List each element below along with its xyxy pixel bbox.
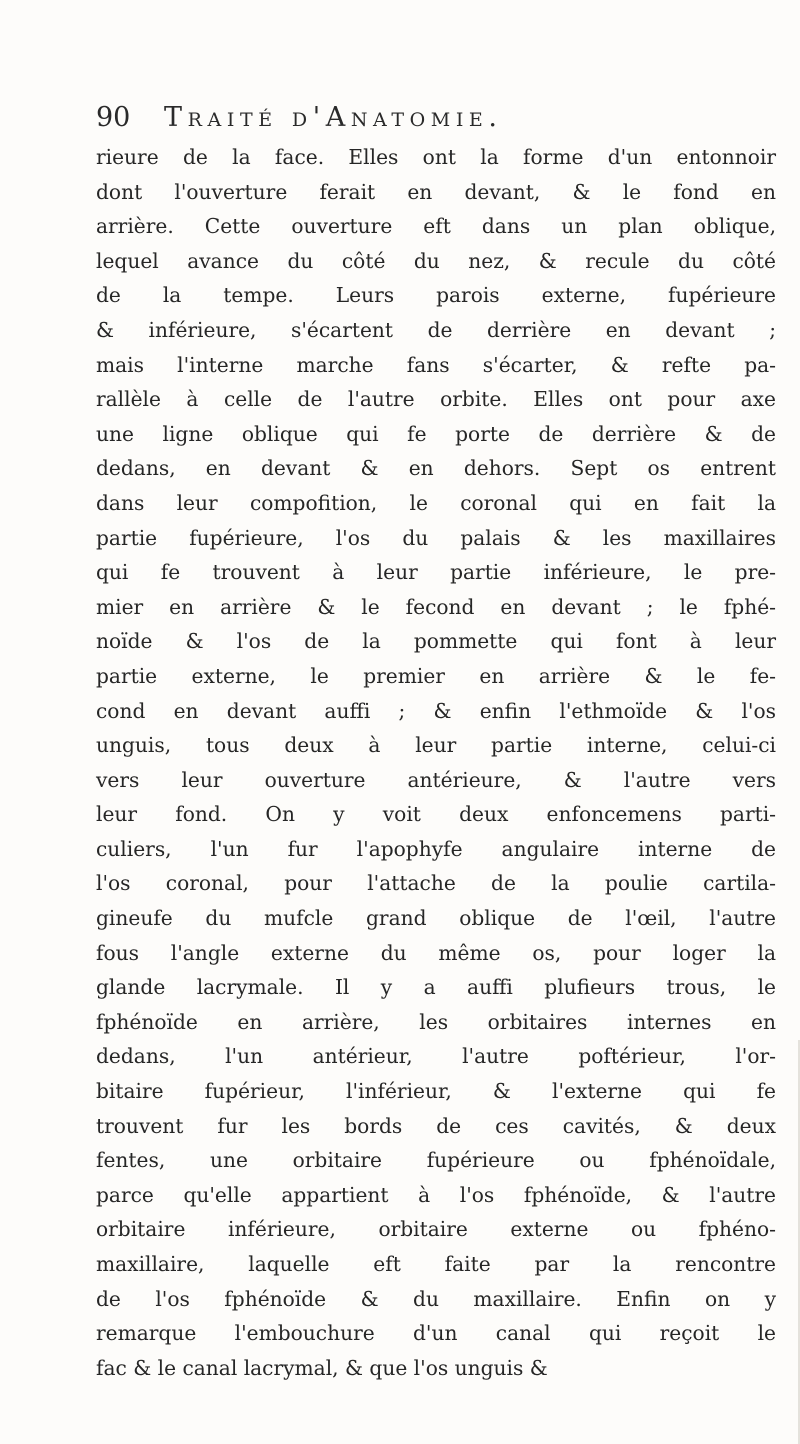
text-line: trouvent fur les bords de ces cavités, & deux — [96, 1113, 776, 1138]
text-line: dedans, en devant & en dehors. Sept os entrent — [96, 456, 776, 481]
text-line: de l'os fphénoïde & du maxillaire. Enfin on y — [96, 1286, 776, 1311]
text-line: cond en devant auffi ; & enfin l'ethmoïde & l'os — [96, 698, 776, 723]
text-line: mier en arrière & le fecond en devant ; le fphé- — [96, 594, 776, 619]
text-line: dont l'ouverture ferait en devant, & le fond en — [96, 179, 776, 204]
page-number: 90 — [96, 102, 131, 133]
text-line: fac & le canal lacrymal, & que l'os unguis & — [96, 1355, 548, 1380]
text-line: partie fupérieure, l'os du palais & les maxillaires — [96, 525, 776, 550]
text-line: de la tempe. Leurs parois externe, fupérieure — [96, 283, 776, 308]
body-text — [96, 140, 776, 1385]
text-line: remarque l'embouchure d'un canal qui reçoit le — [96, 1321, 776, 1346]
text-line: arrière. Cette ouverture eft dans un plan oblique, — [96, 214, 776, 239]
running-title: Traité d'Anatomie. — [164, 102, 503, 133]
text-line: une ligne oblique qui fe porte de derrière & de — [96, 421, 776, 446]
text-line: fous l'angle externe du même os, pour loger la — [96, 940, 776, 965]
text-line: culiers, l'un fur l'apophyfe angulaire interne de — [96, 836, 776, 861]
text-line: rieure de la face. Elles ont la forme d'un entonnoir — [96, 145, 776, 169]
text-line: parce qu'elle appartient à l'os fphénoïde, & l'autre — [96, 1182, 776, 1207]
text-line: & inférieure, s'écartent de derrière en devant ; — [96, 317, 776, 342]
text-line: leur fond. On y voit deux enfoncemens parti- — [96, 802, 776, 827]
text-line: gineufe du mufcle grand oblique de l'œil, l'autre — [96, 906, 776, 931]
running-header — [96, 102, 736, 142]
text-line: noïde & l'os de la pommette qui font à leur — [96, 629, 776, 654]
text-line: qui fe trouvent à leur partie inférieure, le pre- — [96, 560, 776, 585]
text-line: maxillaire, laquelle eft faite par la rencontre — [96, 1252, 776, 1276]
text-line: l'os coronal, pour l'attache de la poulie cartila- — [96, 871, 776, 896]
text-line: dans leur compofition, le coronal qui en fait la — [96, 490, 776, 515]
text-line: mais l'interne marche fans s'écarter, & refte pa- — [96, 352, 776, 377]
text-line: dedans, l'un antérieur, l'autre poftérieur, l'or- — [96, 1044, 776, 1069]
text-line: vers leur ouverture antérieure, & l'autre vers — [96, 767, 776, 792]
text-line: rallèle à celle de l'autre orbite. Elles ont pour axe — [96, 387, 776, 412]
text-line: orbitaire inférieure, orbitaire externe ou fphéno- — [96, 1217, 776, 1242]
text-line: fentes, une orbitaire fupérieure ou fphénoïdale, — [96, 1148, 776, 1173]
text-line: fphénoïde en arrière, les orbitaires internes en — [96, 1009, 776, 1034]
text-line: unguis, tous deux à leur partie interne, celui-ci — [96, 733, 776, 758]
text-line: lequel avance du côté du nez, & recule du côté — [96, 248, 776, 273]
text-line: bitaire fupérieur, l'inférieur, & l'externe qui fe — [96, 1079, 776, 1104]
text-line: partie externe, le premier en arrière & le fe- — [96, 663, 776, 688]
text-line: glande lacrymale. Il y a auffi plufieurs trous, le — [96, 975, 776, 1000]
